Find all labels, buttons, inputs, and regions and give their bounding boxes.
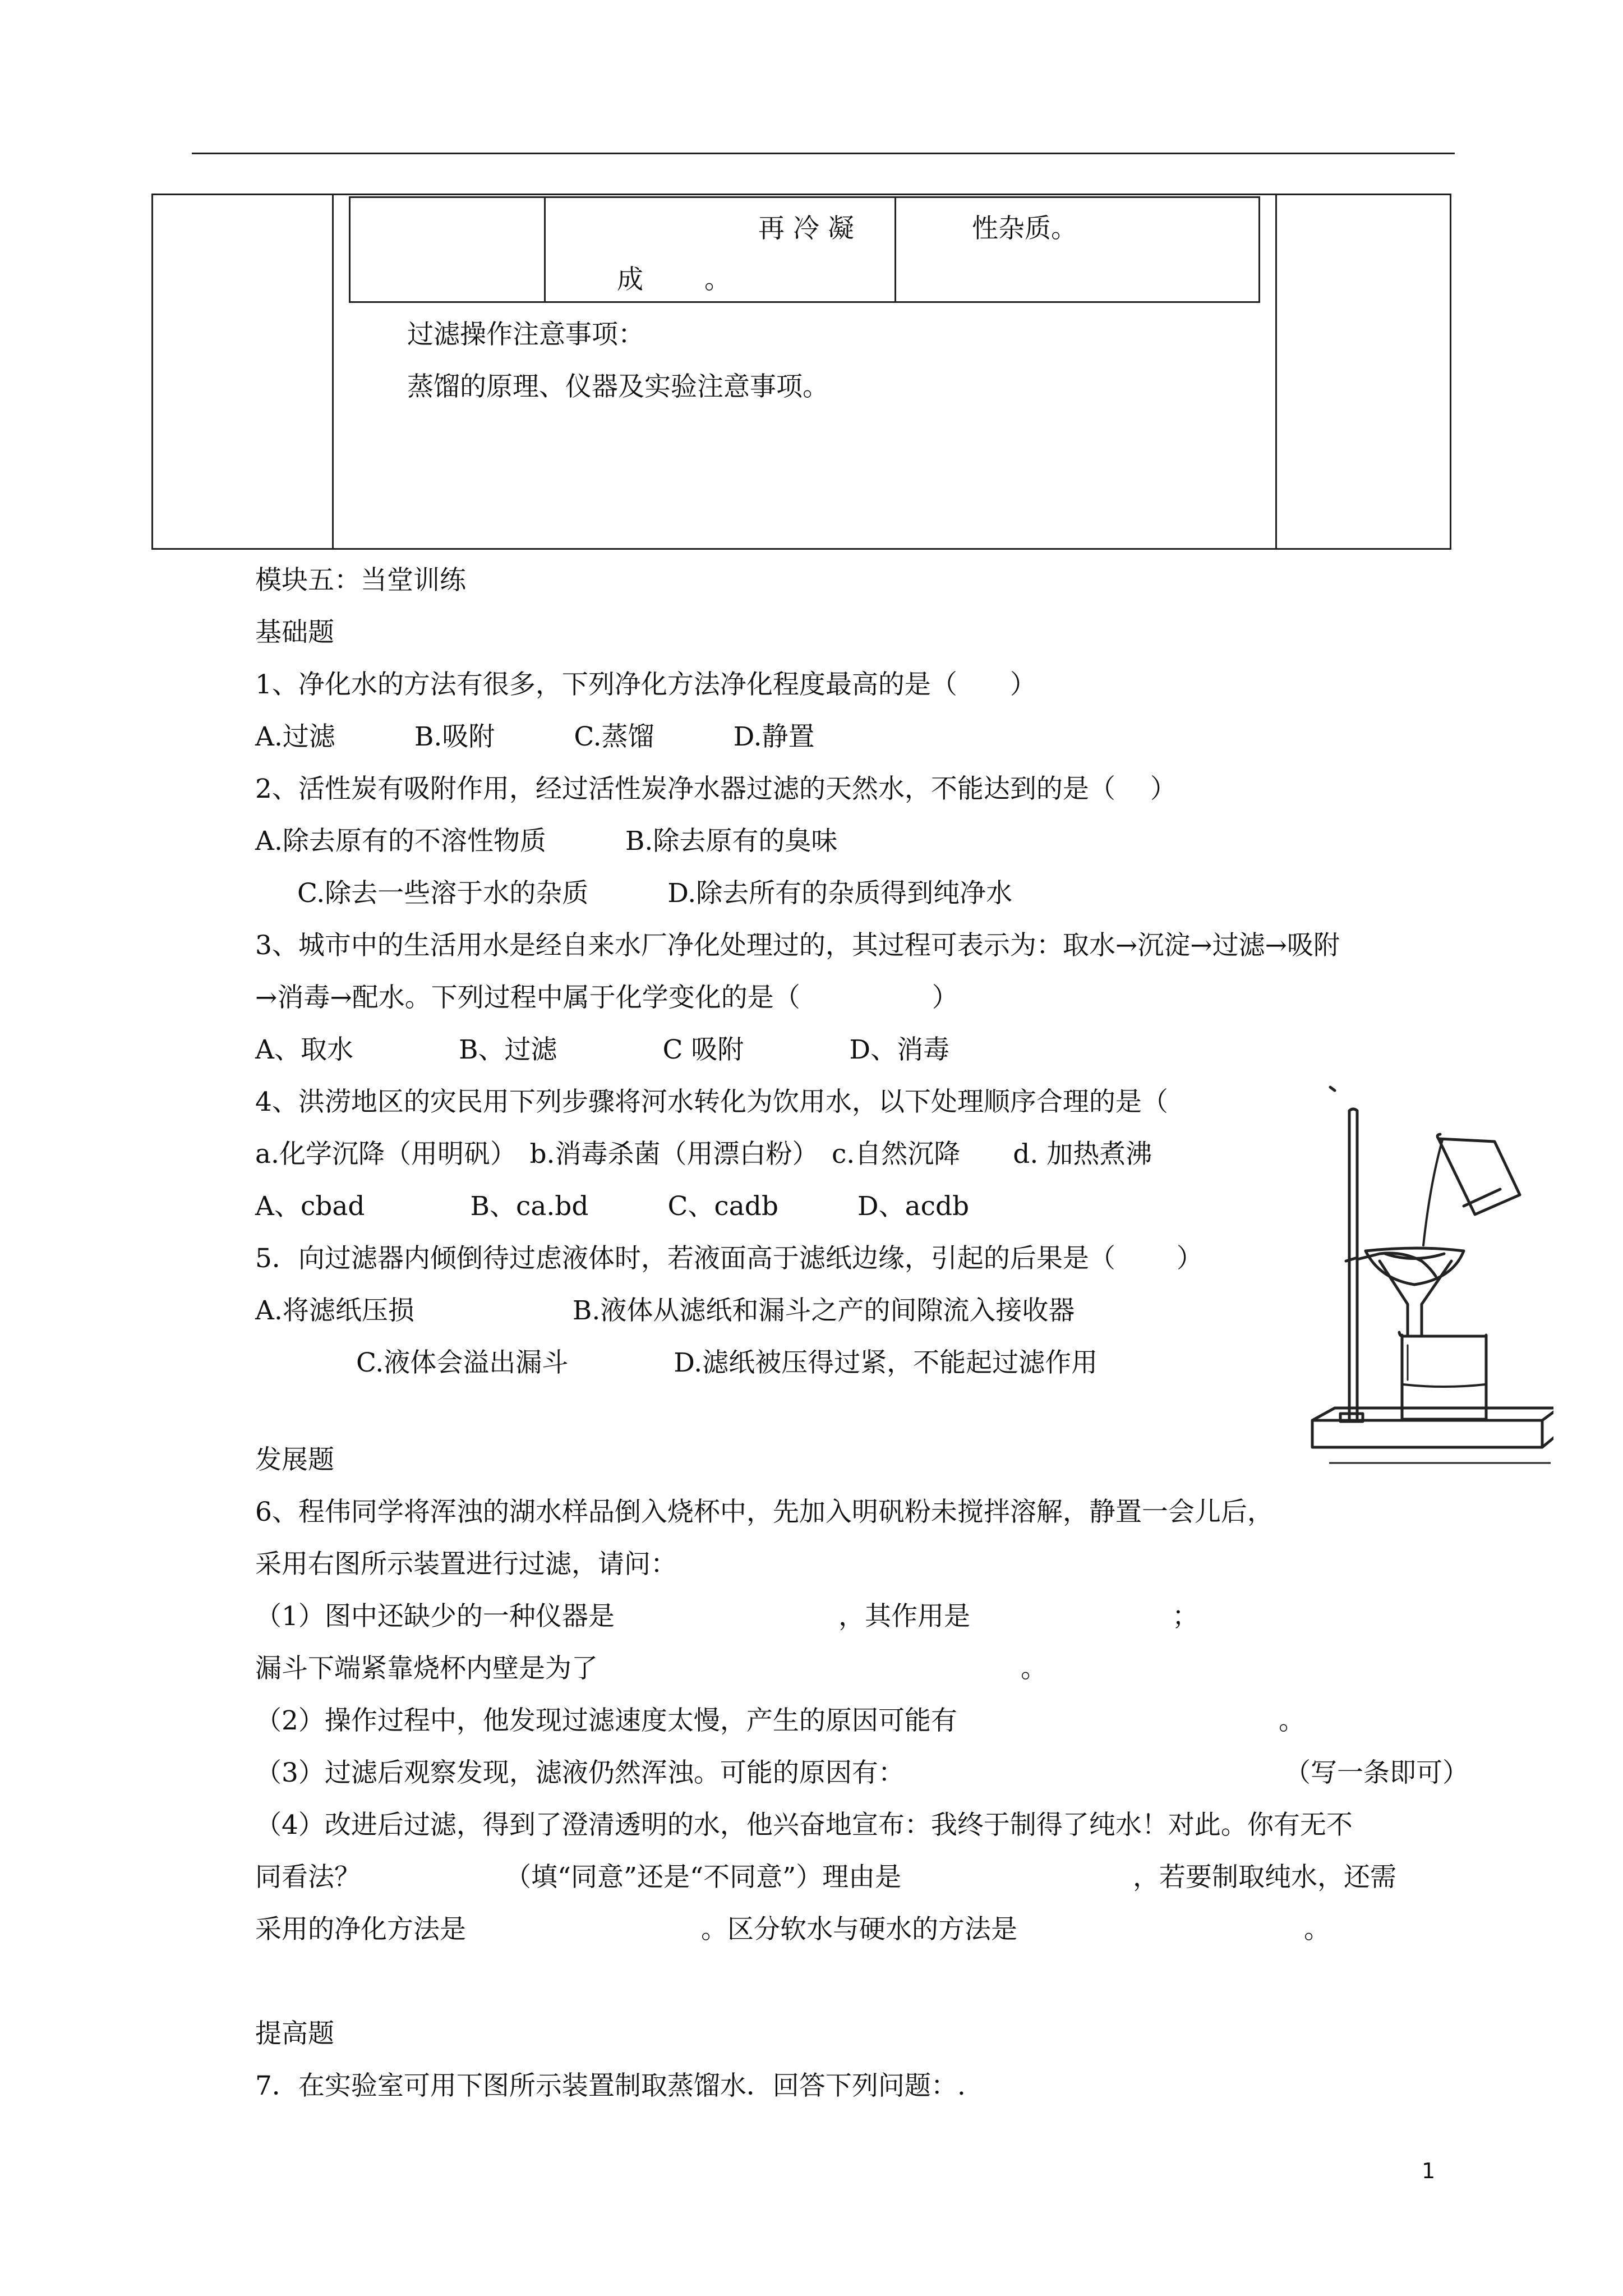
q3-stem-2: →消毒→配水。下列过程中属于化学变化的是（ ） (255, 982, 958, 1013)
q6-part1-b: ，其作用是 (838, 1601, 970, 1632)
q4-stem: 4、洪涝地区的灾民用下列步骤将河水转化为饮用水，以下处理顺序合理的是（ (255, 1087, 1168, 1117)
q6-part4-line1: （4）改进后过滤，得到了澄清透明的水，他兴奋地宣布：我终于制得了纯水！对此。你有无不 (255, 1810, 1353, 1841)
q6-part4-line3-c: 。 (1304, 1914, 1330, 1945)
header-rule (192, 153, 1455, 154)
inner-divider-2 (895, 196, 896, 303)
q6-part1-line2-a: 漏斗下端紧靠烧杯内壁是为了 (255, 1653, 598, 1684)
q6-part4-line3-b: 。区分软水与硬水的方法是 (701, 1914, 1017, 1945)
q6-part4-line2-a: 同看法？ (255, 1862, 361, 1893)
page-number: 1 (1422, 2159, 1436, 2183)
q6-part2-a: （2）操作过程中，他发现过滤速度太慢，产生的原因可能有 (255, 1705, 957, 1736)
q6-part4-line2-b: （填“同意”还是“不同意”）理由是 (505, 1862, 902, 1893)
q5-options-cd: C.液体会溢出漏斗 D.滤纸被压得过紧，不能起过滤作用 (356, 1347, 1098, 1378)
inner-cell-mid: 再 冷 凝 (758, 213, 854, 244)
section-basic-title: 基础题 (255, 617, 334, 648)
table-divider-right (1275, 194, 1277, 550)
section-development-title: 发展题 (255, 1444, 334, 1475)
q4-options: A、cbad B、ca.bd C、cadb D、acdb (255, 1191, 970, 1222)
module-title: 模块五：当堂训练 (255, 565, 466, 596)
q6-part1-a: （1）图中还缺少的一种仪器是 (255, 1601, 615, 1632)
q5-options-ab: A.将滤纸压损 B.液体从滤纸和漏斗之产的间隙流入接收器 (255, 1295, 1075, 1326)
inner-cell-right: 性杂质。 (972, 213, 1077, 244)
section-advanced-title: 提高题 (255, 2018, 334, 2049)
q1-options: A.过滤 B.吸附 C.蒸馏 D.静置 (255, 721, 815, 752)
inner-cell-mid-2: 成 。 (617, 264, 731, 295)
q5-stem: 5．向过滤器内倾倒待过虑液体时，若液面高于滤纸边缘，引起的后果是（ ） (255, 1243, 1203, 1274)
q3-options: A、取水 B、过滤 C 吸附 D、消毒 (255, 1034, 950, 1065)
distill-notes: 蒸馏的原理、仪器及实验注意事项。 (407, 371, 829, 402)
table-divider-left (332, 194, 334, 550)
q1-stem: 1、净化水的方法有很多，下列净化方法净化程度最高的是（ ） (255, 669, 1036, 700)
q6-part3-b: （写一条即可） (1284, 1757, 1469, 1788)
q7-stem: 7．在实验室可用下图所示装置制取蒸馏水．回答下列问题：. (255, 2070, 966, 2101)
inner-divider-1 (544, 196, 546, 303)
q6-part1-line2-b: 。 (1021, 1653, 1047, 1684)
q4-steps: a.化学沉降（用明矾） b.消毒杀菌（用漂白粉） c.自然沉降 d. 加热煮沸 (255, 1139, 1152, 1170)
filtration-apparatus-figure (1295, 1083, 1553, 1470)
q6-part1-c: ； (1172, 1601, 1198, 1632)
q6-line1: 6、程伟同学将浑浊的湖水样品倒入烧杯中，先加入明矾粉未搅拌溶解，静置一会儿后， (255, 1497, 1274, 1527)
q6-part4-line2-c: ，若要制取纯水，还需 (1133, 1862, 1396, 1893)
q6-part3-a: （3）过滤后观察发现，滤液仍然浑浊。可能的原因有： (255, 1757, 905, 1788)
q2-options-cd: C.除去一些溶于水的杂质 D.除去所有的杂质得到纯净水 (297, 878, 1013, 909)
q3-stem-1: 3、城市中的生活用水是经自来水厂净化处理过的，其过程可表示为：取水→沉淀→过滤→吸附 (255, 930, 1340, 961)
q6-part4-line3-a: 采用的净化方法是 (255, 1914, 466, 1945)
q6-line2: 采用右图所示装置进行过滤，请问： (255, 1549, 677, 1580)
q6-part2-b: 。 (1279, 1705, 1305, 1736)
q2-stem: 2、活性炭有吸附作用，经过活性炭净水器过滤的天然水，不能达到的是（ ） (255, 774, 1177, 804)
filter-notes: 过滤操作注意事项： (407, 319, 644, 350)
q2-options-ab: A.除去原有的不溶性物质 B.除去原有的臭味 (255, 826, 838, 857)
